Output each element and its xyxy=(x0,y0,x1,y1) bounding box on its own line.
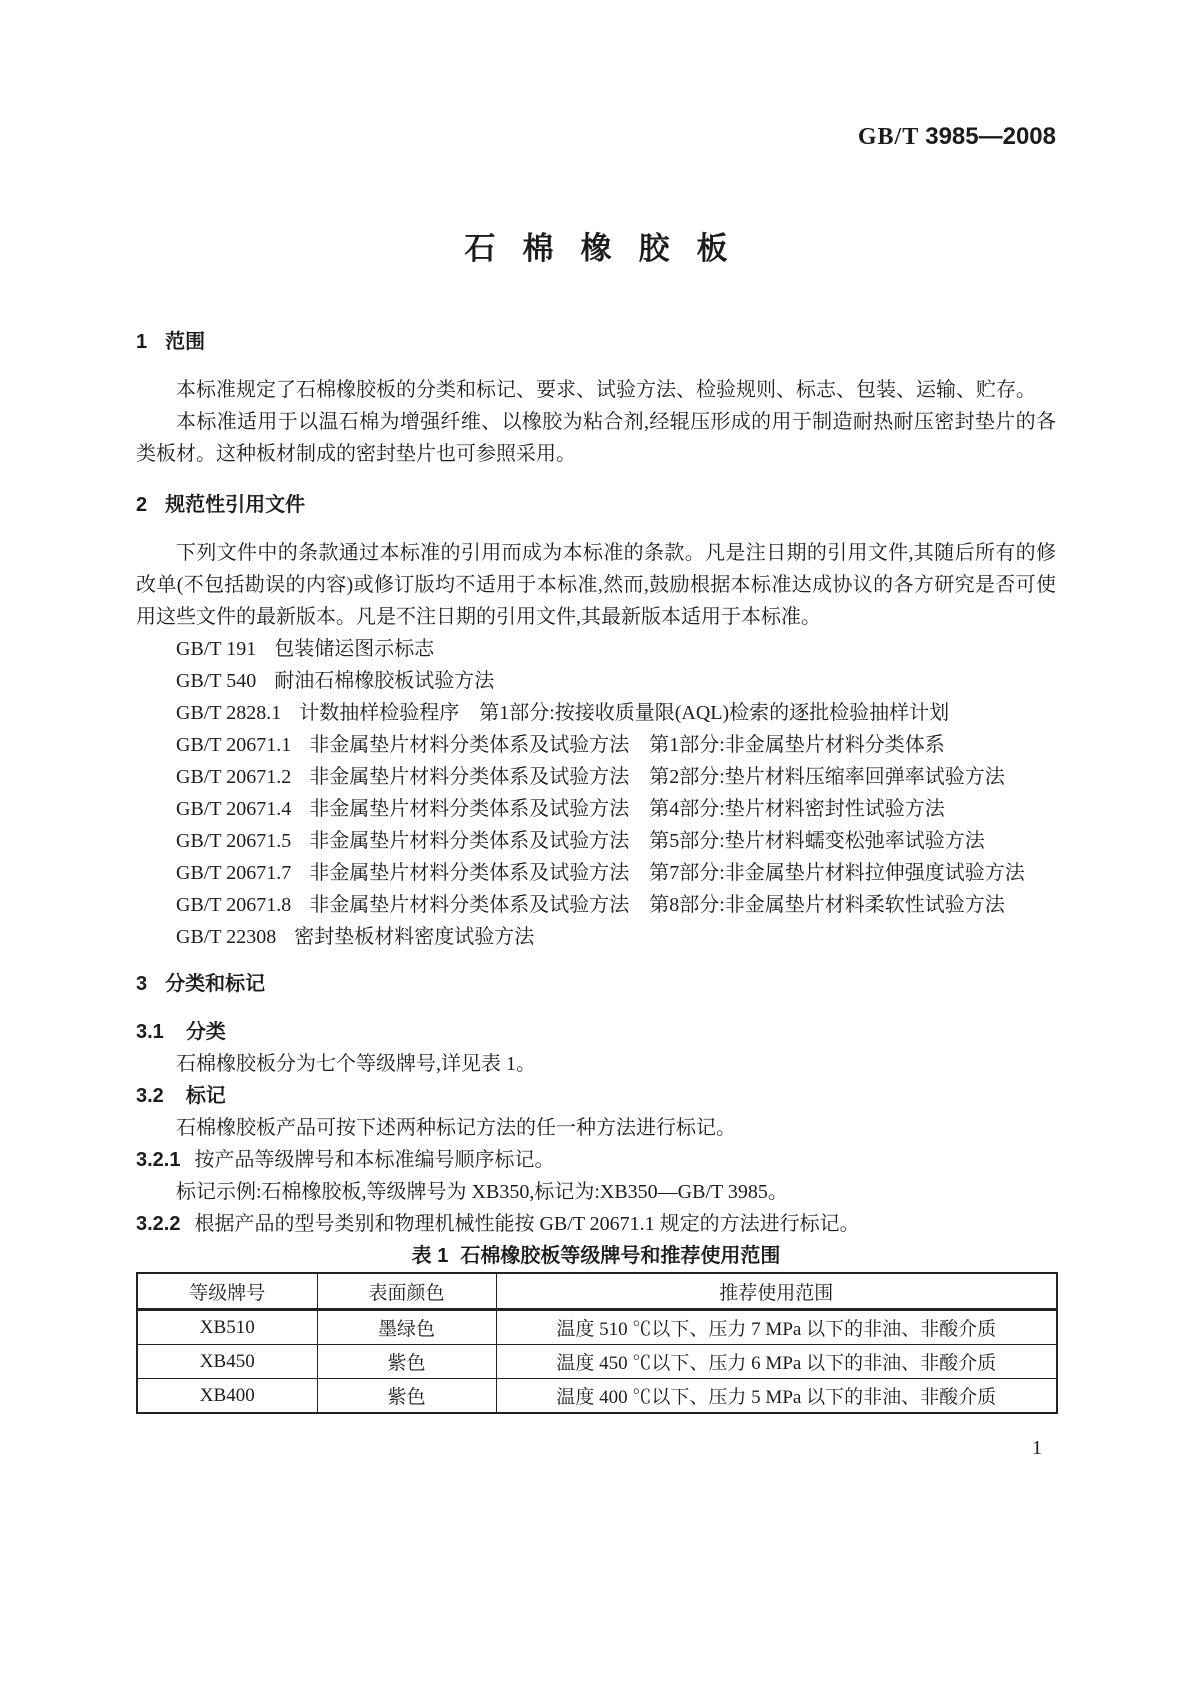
section-3-1-title: 分类 xyxy=(185,1021,226,1043)
table-row xyxy=(137,1379,1057,1414)
clause-3-2-1 xyxy=(136,1144,1056,1176)
reference-code: GB/T 20671.4 xyxy=(176,798,292,820)
reference-item xyxy=(136,921,1056,953)
reference-title: 非金属垫片材料分类体系及试验方法 第5部分:垫片材料蠕变松弛率试验方法 xyxy=(309,830,985,852)
section-2-heading xyxy=(136,489,1056,521)
clause-3-2-2-text: 根据产品的型号类别和物理机械性能按 GB/T 20671.1 规定的方法进行标记。 xyxy=(194,1213,860,1235)
cell-usage: 温度 450 ℃以下、压力 6 MPa 以下的非油、非酸介质 xyxy=(496,1345,1057,1379)
section-2-intro-paragraph: 下列文件中的条款通过本标准的引用而成为本标准的条款。凡是注日期的引用文件,其随后所有的修改单(不包括勘误的内容)或修订版均不适用于本标准,然而,鼓励根据本标准达成协议的各方研究是否可使用这些文件的最新版本。凡是不注日期的引用文件,其最新版本适用于本标准。 xyxy=(136,542,1056,628)
standard-code-number: 3985—2008 xyxy=(925,123,1056,150)
reference-title: 计数抽样检验程序 第1部分:按接收质量限(AQL)检索的逐批检验抽样计划 xyxy=(299,702,950,724)
section-1-title: 范围 xyxy=(165,331,206,353)
reference-item xyxy=(136,633,1056,665)
reference-item xyxy=(136,889,1056,921)
section-3-1-number: 3.1 xyxy=(136,1021,164,1043)
reference-title: 非金属垫片材料分类体系及试验方法 第8部分:非金属垫片材料柔软性试验方法 xyxy=(309,894,1005,916)
cell-grade: XB510 xyxy=(137,1310,317,1345)
clause-3-2-1-number: 3.2.1 xyxy=(136,1149,181,1171)
section-3-2-heading xyxy=(136,1080,1056,1112)
table-1-caption xyxy=(136,1240,1056,1272)
reference-code: GB/T 22308 xyxy=(176,926,277,948)
cell-color: 紫色 xyxy=(317,1379,496,1414)
section-3-2-title: 标记 xyxy=(185,1085,226,1107)
reference-item xyxy=(136,665,1056,697)
cell-grade: XB400 xyxy=(137,1379,317,1414)
section-1-heading xyxy=(136,326,1056,358)
reference-code: GB/T 20671.1 xyxy=(176,734,292,756)
reference-title: 非金属垫片材料分类体系及试验方法 第4部分:垫片材料密封性试验方法 xyxy=(309,798,945,820)
reference-list xyxy=(136,633,1056,953)
cell-usage: 温度 510 ℃以下、压力 7 MPa 以下的非油、非酸介质 xyxy=(496,1310,1057,1345)
reference-code: GB/T 20671.8 xyxy=(176,894,292,916)
reference-title: 包装储运图示标志 xyxy=(274,638,435,660)
reference-code: GB/T 540 xyxy=(176,670,257,692)
reference-item xyxy=(136,857,1056,889)
page-content xyxy=(136,123,1056,1464)
section-3-2-paragraph: 石棉橡胶板产品可按下述两种标记方法的任一种方法进行标记。 xyxy=(176,1117,736,1139)
table-1-header-row xyxy=(137,1273,1057,1310)
table-1 xyxy=(136,1272,1058,1414)
section-3-2-number: 3.2 xyxy=(136,1085,164,1107)
reference-title: 耐油石棉橡胶板试验方法 xyxy=(274,670,495,692)
reference-code: GB/T 191 xyxy=(176,638,257,660)
reference-title: 非金属垫片材料分类体系及试验方法 第1部分:非金属垫片材料分类体系 xyxy=(309,734,945,756)
reference-item xyxy=(136,761,1056,793)
clause-3-2-1-text: 按产品等级牌号和本标准编号顺序标记。 xyxy=(194,1149,555,1171)
section-3-number: 3 xyxy=(136,973,148,995)
section-1-paragraph-1: 本标准规定了石棉橡胶板的分类和标记、要求、试验方法、检验规则、标志、包装、运输、贮存。 xyxy=(176,379,1036,401)
table-1-caption-label: 表 1 xyxy=(411,1245,449,1267)
reference-item xyxy=(136,825,1056,857)
section-2-number: 2 xyxy=(136,494,148,516)
section-3-heading xyxy=(136,968,1056,1000)
section-2-title: 规范性引用文件 xyxy=(165,494,306,516)
standard-code-prefix: GB/T xyxy=(857,124,920,150)
header-cell-usage: 推荐使用范围 xyxy=(496,1273,1057,1310)
header-cell-grade: 等级牌号 xyxy=(137,1273,317,1310)
reference-item xyxy=(136,729,1056,761)
reference-code: GB/T 20671.5 xyxy=(176,830,292,852)
reference-item xyxy=(136,697,1056,729)
cell-color: 墨绿色 xyxy=(317,1310,496,1345)
clause-3-2-2 xyxy=(136,1208,1056,1240)
clause-3-2-1-example: 标记示例:石棉橡胶板,等级牌号为 XB350,标记为:XB350—GB/T 3985。 xyxy=(176,1181,788,1203)
section-1-paragraph-2: 本标准适用于以温石棉为增强纤维、以橡胶为粘合剂,经辊压形成的用于制造耐热耐压密封垫片的各类板材。这种板材制成的密封垫片也可参照采用。 xyxy=(136,411,1056,465)
cell-grade: XB450 xyxy=(137,1345,317,1379)
cell-usage: 温度 400 ℃以下、压力 5 MPa 以下的非油、非酸介质 xyxy=(496,1379,1057,1414)
document-title: 石棉橡胶板 xyxy=(464,231,755,266)
table-row xyxy=(137,1345,1057,1379)
reference-code: GB/T 20671.7 xyxy=(176,862,292,884)
reference-title: 密封垫板材料密度试验方法 xyxy=(294,926,535,948)
section-3-1-paragraph: 石棉橡胶板分为七个等级牌号,详见表 1。 xyxy=(176,1053,536,1075)
reference-title: 非金属垫片材料分类体系及试验方法 第2部分:垫片材料压缩率回弹率试验方法 xyxy=(309,766,1005,788)
reference-item xyxy=(136,793,1056,825)
reference-code: GB/T 20671.2 xyxy=(176,766,292,788)
running-header xyxy=(136,123,1056,154)
cell-color: 紫色 xyxy=(317,1345,496,1379)
table-row xyxy=(137,1310,1057,1345)
table-1-caption-text: 石棉橡胶板等级牌号和推荐使用范围 xyxy=(460,1245,781,1267)
header-cell-color: 表面颜色 xyxy=(317,1273,496,1310)
section-3-1-heading xyxy=(136,1016,1056,1048)
reference-title: 非金属垫片材料分类体系及试验方法 第7部分:非金属垫片材料拉伸强度试验方法 xyxy=(309,862,1025,884)
page-number: 1 xyxy=(1032,1437,1042,1459)
reference-code: GB/T 2828.1 xyxy=(176,702,282,724)
section-3-title: 分类和标记 xyxy=(165,973,266,995)
section-1-number: 1 xyxy=(136,331,148,353)
clause-3-2-2-number: 3.2.2 xyxy=(136,1213,181,1235)
